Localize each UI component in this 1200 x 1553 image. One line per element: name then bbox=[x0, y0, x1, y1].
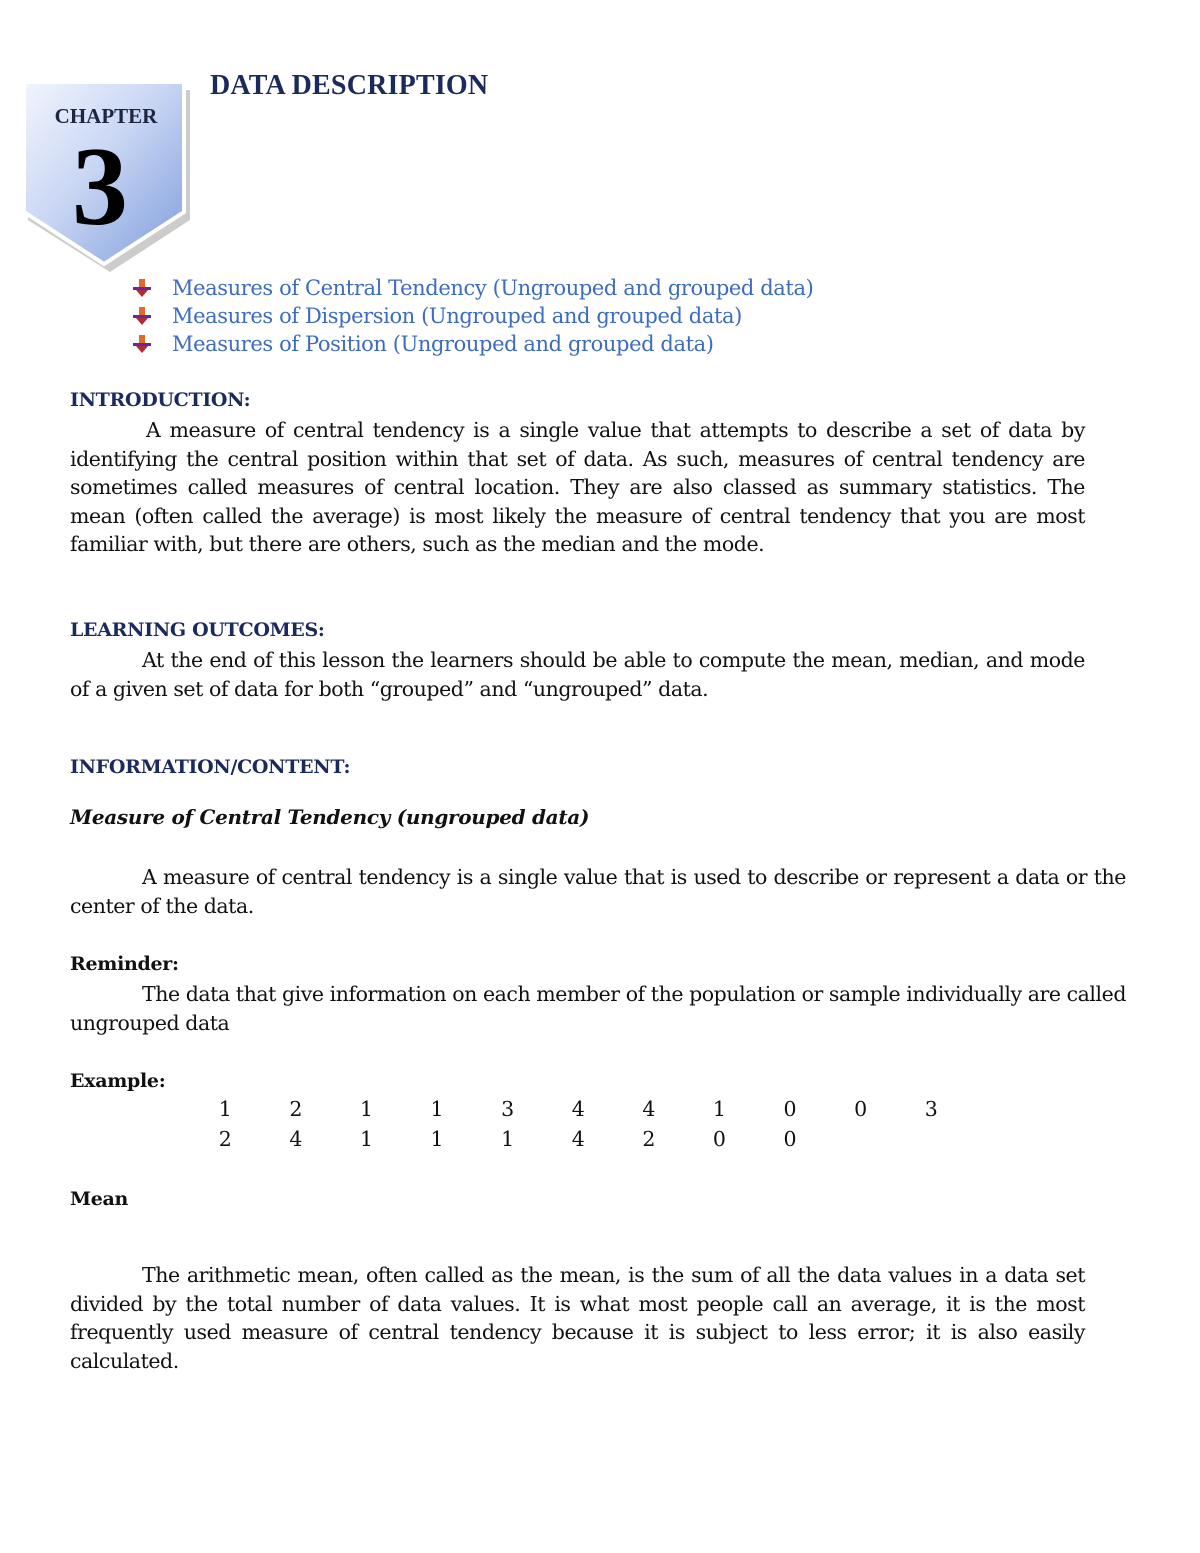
information-paragraph bbox=[70, 863, 1126, 920]
data-value: 1 bbox=[712, 1097, 726, 1121]
page-title: DATA DESCRIPTION bbox=[210, 70, 489, 101]
data-value: 1 bbox=[430, 1097, 444, 1121]
introduction-paragraph bbox=[70, 416, 1085, 559]
information-text: A measure of central tendency is a single value that is used to describe or represent a data or the center of the data. bbox=[70, 865, 1126, 918]
topic-list bbox=[130, 274, 813, 358]
information-heading: INFORMATION/CONTENT: bbox=[70, 756, 351, 778]
list-item bbox=[130, 330, 813, 358]
example-heading: Example: bbox=[70, 1070, 166, 1092]
mean-paragraph bbox=[70, 1261, 1085, 1375]
chapter-shield-icon bbox=[18, 76, 194, 272]
list-item bbox=[130, 302, 813, 330]
example-row-2 bbox=[190, 1127, 825, 1157]
data-value: 4 bbox=[289, 1127, 303, 1151]
mean-text: The arithmetic mean, often called as the mean, is the sum of all the data values in a data set divided by the total number of data values. It is what most people call an average, it is the most frequently used measure of central tendency because it is subject to less error; it is also easily calculated. bbox=[70, 1263, 1085, 1373]
reminder-text: The data that give information on each member of the population or sample individually are called ungrouped data bbox=[70, 982, 1126, 1035]
introduction-text: A measure of central tendency is a single value that attempts to describe a set of data by identifying the central position within that set of data. As such, measures of central tendency are sometimes called measures of central location. They are also classed as summary statistics. The mean (often called the average) is most likely the measure of central tendency that you are most familiar with, but there are others, such as the median and the mode. bbox=[70, 418, 1085, 556]
data-value: 4 bbox=[642, 1097, 656, 1121]
learning-outcomes-paragraph bbox=[70, 646, 1085, 703]
list-item bbox=[130, 274, 813, 302]
data-value: 0 bbox=[783, 1097, 797, 1121]
data-value: 2 bbox=[642, 1127, 656, 1151]
data-value: 1 bbox=[359, 1097, 373, 1121]
mean-heading: Mean bbox=[70, 1188, 129, 1210]
data-value: 3 bbox=[924, 1097, 938, 1121]
data-value: 0 bbox=[854, 1097, 868, 1121]
chapter-label: CHAPTER bbox=[54, 104, 158, 128]
data-value: 2 bbox=[218, 1127, 232, 1151]
data-value: 0 bbox=[712, 1127, 726, 1151]
data-value: 2 bbox=[289, 1097, 303, 1121]
introduction-heading: INTRODUCTION: bbox=[70, 389, 251, 411]
chapter-number: 3 bbox=[72, 125, 128, 249]
data-value: 1 bbox=[218, 1097, 232, 1121]
data-value: 4 bbox=[571, 1127, 585, 1151]
example-row-1 bbox=[190, 1097, 967, 1127]
arrow-down-bullet-icon bbox=[130, 334, 154, 354]
arrow-down-bullet-icon bbox=[130, 278, 154, 298]
arrow-down-bullet-icon bbox=[130, 306, 154, 326]
data-value: 0 bbox=[783, 1127, 797, 1151]
topic-text: Measures of Dispersion (Ungrouped and grouped data) bbox=[172, 304, 742, 328]
data-value: 1 bbox=[501, 1127, 515, 1151]
chapter-badge bbox=[18, 76, 194, 272]
learning-outcomes-heading: LEARNING OUTCOMES: bbox=[70, 619, 325, 641]
topic-text: Measures of Central Tendency (Ungrouped and grouped data) bbox=[172, 276, 814, 300]
data-value: 1 bbox=[430, 1127, 444, 1151]
learning-outcomes-text: At the end of this lesson the learners should be able to compute the mean, median, and mode of a given set of data for both “grouped” and “ungrouped” data. bbox=[70, 648, 1085, 701]
data-value: 1 bbox=[359, 1127, 373, 1151]
reminder-heading: Reminder: bbox=[70, 953, 179, 975]
reminder-paragraph bbox=[70, 980, 1126, 1037]
topic-text: Measures of Position (Ungrouped and grouped data) bbox=[172, 332, 714, 356]
data-value: 3 bbox=[501, 1097, 515, 1121]
data-value: 4 bbox=[571, 1097, 585, 1121]
section-subtitle: Measure of Central Tendency (ungrouped data) bbox=[70, 805, 590, 829]
